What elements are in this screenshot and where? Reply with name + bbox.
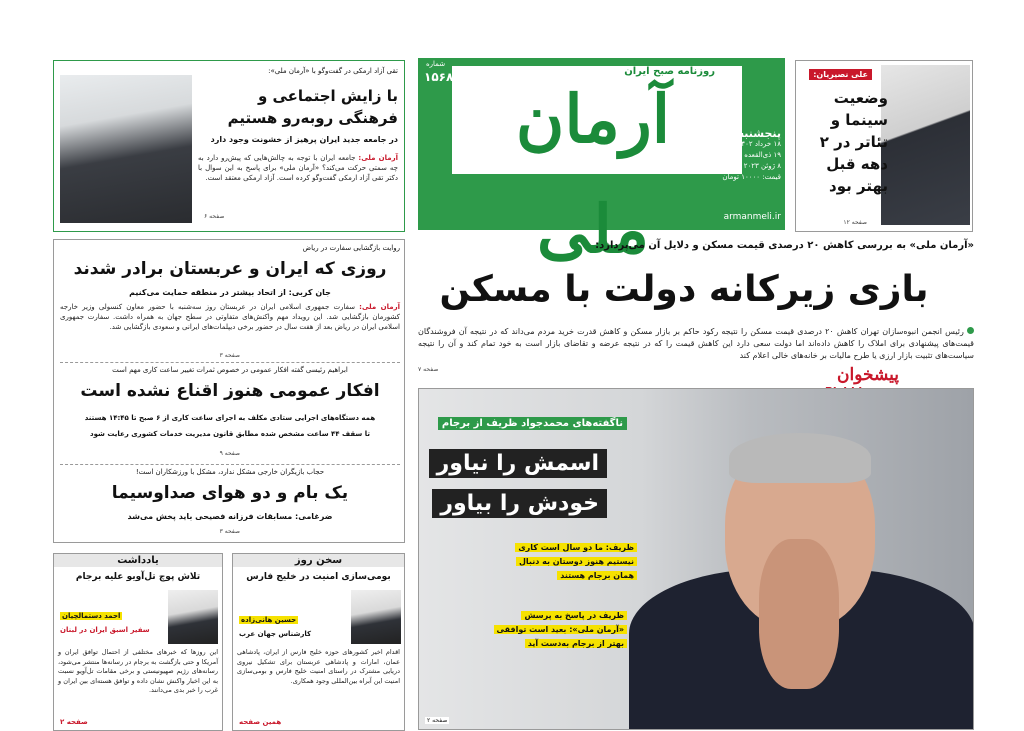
quote2-line2: «آرمان ملی»: بعید است توافقی [494, 625, 627, 634]
author-name: احمد دستمالچیان [62, 612, 121, 620]
author-title: سفیر اسبق ایران در لبنان [60, 626, 150, 634]
issue-number: ۱۵۶۸ [424, 70, 454, 84]
page-ref: صفحه ۶ [204, 213, 225, 220]
page-ref: صفحه ۹ [219, 450, 240, 457]
headline: افکار عمومی هنوز اقناع نشده است [80, 381, 380, 401]
story-tag: ناگفته‌های محمدجواد ظریف از برجام [438, 417, 627, 430]
story-irib[interactable] [60, 468, 400, 540]
photo-story[interactable] [418, 388, 974, 730]
date-jalali: ۱۸ خرداد ۱۴۰۲ [737, 140, 781, 148]
quote2-line1: ظریف در پاسخ به پرسش [521, 611, 627, 620]
subhead: در جامعه جدید ایران پرهیز از خشونت وجود دارد [210, 135, 398, 144]
body-lead: آرمان ملی: [358, 154, 398, 162]
left-stories [53, 239, 405, 543]
date-hijri: ۱۹ ذی‌القعده ۱۴۴۴ [727, 151, 781, 159]
weekday: پنجشنبه [737, 127, 781, 140]
masthead-logo: آرمان ملی [515, 80, 671, 268]
story-work-hours[interactable] [60, 366, 400, 462]
kicker: تقی آزاد ارمکی در گفت‌وگو با «آرمان ملی»: [268, 67, 398, 75]
body [418, 326, 974, 362]
body: اقدام اخیر کشورهای حوزه خلیج فارس از ایران، پادشاهی عمان، امارات و پادشاهی عربستان برای تشکیل نیروی دریایی مشترک در راستای امنیت خلیج فارس و بومی‌سازی امنیت این آبراه بین‌المللی وجود همکاری. [237, 648, 400, 685]
body [60, 302, 400, 332]
quote-2 [494, 609, 627, 651]
date-block [711, 128, 781, 183]
page-ref: صفحه ۷ [418, 366, 439, 373]
divider [60, 362, 400, 363]
author-photo [168, 590, 218, 644]
headline-line1: اسمش را نیاور [429, 449, 607, 478]
section-label: سخن روز [233, 554, 404, 567]
headline: یک بام و دو هوای صداوسیما [111, 483, 349, 503]
quote2-line3: بهتر از برجام به‌دست آید [525, 639, 627, 648]
date-gregorian: ۸ ژوئن ۲۰۲۳ [743, 162, 781, 170]
masthead-subtitle: روزنامه صبح ایران [624, 66, 715, 77]
body-text: جامعه ایران با توجه به چالش‌هایی که پیش‌رو دارد به چه سمتی حرکت می‌کند؟ «آرمان ملی» برای پاسخ به این سوال با دکتر تقی آزاد ارمکی گفت‌وگو کرده است. آزاد ارمکی معتقد است. [198, 154, 398, 182]
author-photo [351, 590, 401, 644]
headline: تلاش پوچ تل‌آویو علیه برجام [75, 572, 201, 582]
issue-label: شماره [426, 60, 446, 68]
main-story[interactable] [418, 236, 974, 376]
page-ref: صفحه ۳ [219, 352, 240, 359]
headline: روزی که ایران و عربستان برادر شدند [73, 259, 387, 279]
website[interactable]: armanmeli.ir [723, 212, 781, 222]
kicker: «آرمان ملی» به بررسی کاهش ۲۰ درصدی قیمت مسکن و دلایل آن می‌پردازد: [595, 240, 974, 251]
watermark-logo: پیشخوان [837, 365, 899, 385]
quote1-line1: ظریف: ما دو سال است کاری [515, 543, 637, 552]
author-name: حسین هانی‌زاده [241, 616, 297, 624]
top-right-story[interactable] [795, 60, 973, 232]
bullet-icon [967, 327, 974, 334]
actor-photo [881, 65, 970, 225]
kicker: ابراهیم رئیسی گفته افکار عمومی در خصوص ثمرات تغییر ساعت کاری مهم است [112, 366, 348, 374]
page-ref: صفحه ۱۲ [843, 219, 867, 226]
body-text: سفارت جمهوری اسلامی ایران در عربستان روز سه‌شنبه با حضور معاون کنسولی وزیر خارجه کشورمان بازگشایی شد. این رویداد مهم واکنش‌های متفاوتی در سطح جهان به همراه داشت. سفارت جمهوری اسلامی ایران در ریاض بعد از هفت سال در حضور برخی دیپلمات‌های ایرانی و سعودی بازگشایی شد. [60, 303, 400, 331]
body [198, 153, 398, 183]
story-saudi[interactable] [60, 244, 400, 360]
page-ref: صفحه ۲ [427, 717, 448, 724]
page-ref: همین صفحه [239, 718, 282, 726]
headline: با زایش اجتماعی و فرهنگی روبه‌رو هستیم [227, 87, 398, 127]
headline: وضعیت سینما و تئاتر در ۲ دهه قبل بهتر بود [819, 89, 888, 195]
quote1-line3: همان برجام هستند [557, 571, 637, 580]
subhead: جان کربی: از اتحاد بیشتر در منطقه حمایت می‌کنیم [129, 288, 331, 297]
subhead: ضرغامی: مسابقات فرزانه فصیحی باید پخش می‌شد [127, 512, 333, 521]
price: قیمت: ۱۰۰۰۰ تومان [722, 173, 781, 181]
author-label: علی نصیریان: [809, 69, 872, 80]
headline: بازی زیرکانه دولت با مسکن [439, 269, 929, 310]
quote-1 [515, 541, 637, 583]
quote1-line2: نیستیم هنوز دوستان به دنبال [516, 557, 637, 566]
zarif-photo [629, 419, 974, 730]
interviewee-photo [60, 75, 192, 223]
section-label: یادداشت [54, 554, 222, 567]
headline: بومی‌سازی امنیت در خلیج فارس [246, 572, 391, 582]
top-left-story[interactable] [53, 60, 405, 232]
column-note[interactable] [53, 553, 223, 731]
line2: تا سقف ۴۴ ساعت مشخص شده مطابق قانون مدیریت خدمات کشوری رعایت شود [90, 430, 370, 438]
photo-hair [729, 433, 871, 483]
kicker: حجاب بازیگران خارجی مشکل ندارد، مشکل با ورزشکاران است! [135, 468, 325, 476]
column-word-of-day[interactable] [232, 553, 405, 731]
photo-hands [759, 539, 839, 689]
divider [60, 464, 400, 465]
author-title: کارشناس جهان عرب [239, 630, 312, 638]
body-text: رئیس انجمن انبوه‌سازان تهران کاهش ۲۰ درصدی قیمت مسکن را نتیجه رکود حاکم بر بازار مسکن و کاهش قدرت خرید مردم می‌داند که در نتیجه آن فروشندگان قیمت‌های پیشنهادی برای املاک را کاهش داده‌اند اما دولت سعی دارد این کاهش قیمت را که در نتیجه عرضه و تقاضای بازار است به خود تمام کند و آن را نتیجه سیاست‌های تثبیت بازار ارزی یا طرح مالیات بر خانه‌های خالی اعلام کند [418, 327, 974, 360]
body: این روزها که خبرهای مختلفی از احتمال توافق ایران و آمریکا و حتی بازگشت به برجام در رسانه‌ها منتشر می‌شود، رسانه‌های رژیم صهیونیستی و برخی مقامات تل‌آویو نسبت به این اخبار واکنش نشان داده و توافق هسته‌ای بین ایران و غرب را خبر بدی می‌دانند. [58, 648, 218, 694]
page-ref: صفحه ۳ [219, 528, 240, 535]
page-ref: صفحه ۲ [60, 718, 88, 726]
kicker: روایت بازگشایی سفارت در ریاض [302, 244, 400, 252]
body-lead: آرمان ملی: [359, 303, 400, 311]
line1: همه دستگاه‌های اجرایی ستادی مکلف به اجرای ساعت کاری از ۶ صبح تا ۱۴:۴۵ هستند [84, 414, 376, 422]
headline-line2: خودش را بیاور [432, 489, 607, 518]
